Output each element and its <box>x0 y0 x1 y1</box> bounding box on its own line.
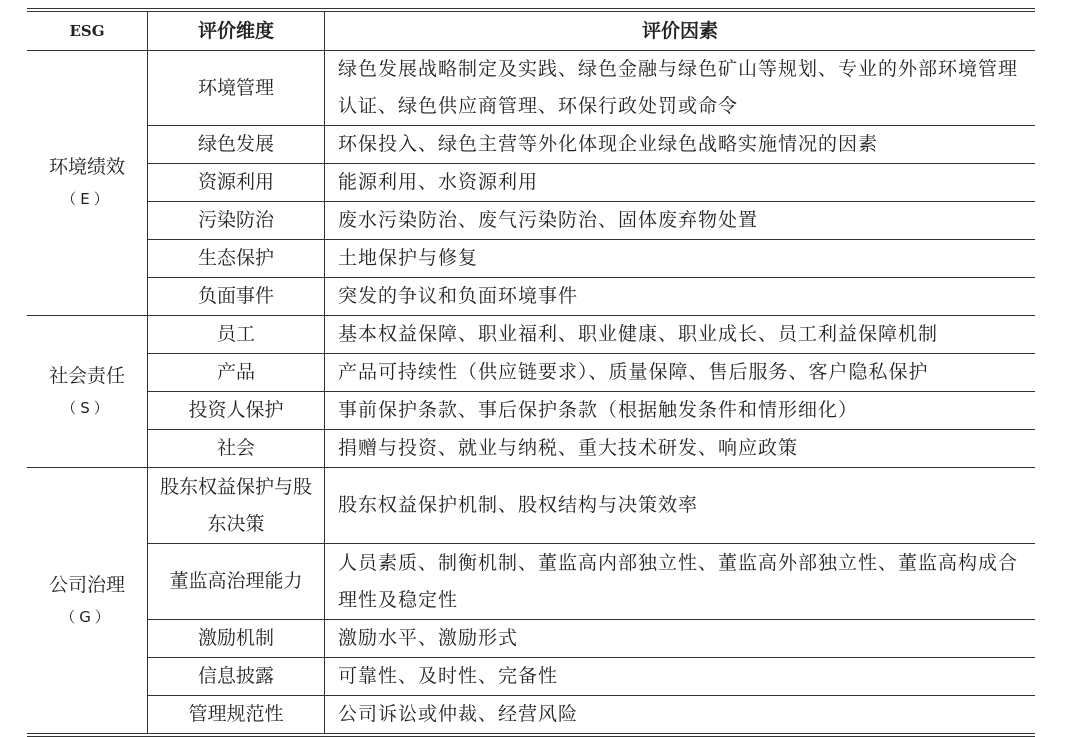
table-row <box>27 126 1035 164</box>
factors-cell: 绿色发展战略制定及实践、绿色金融与绿色矿山等规划、专业的外部环境管理认证、绿色供应商管理、环保行政处罚或命令 <box>325 51 1036 126</box>
factors-cell: 能源利用、水资源利用 <box>325 164 1036 202</box>
table-row <box>27 164 1035 202</box>
table-row <box>27 392 1035 430</box>
factors-cell: 捐赠与投资、就业与纳税、重大技术研发、响应政策 <box>325 430 1036 468</box>
dimension-cell: 投资人保护 <box>148 392 325 430</box>
factors-cell: 突发的争议和负面环境事件 <box>325 278 1036 316</box>
group-name: 环境绩效 <box>48 156 125 178</box>
factors-cell: 公司诉讼或仲裁、经营风险 <box>325 696 1036 736</box>
header-esg: ESG <box>27 10 148 51</box>
dimension-cell: 绿色发展 <box>148 126 325 164</box>
dimension-cell: 管理规范性 <box>148 696 325 736</box>
group-cell <box>27 468 148 736</box>
header-factors: 评价因素 <box>325 10 1036 51</box>
group-name: 社会责任 <box>48 364 125 387</box>
header-dimension: 评价维度 <box>148 10 325 51</box>
factors-cell: 废水污染防治、废气污染防治、固体废弃物处置 <box>325 202 1036 240</box>
table-row <box>27 430 1035 468</box>
dimension-cell: 信息披露 <box>148 658 325 696</box>
table-row <box>27 51 1035 126</box>
factors-cell: 产品可持续性（供应链要求）、质量保障、售后服务、客户隐私保护 <box>325 354 1036 392</box>
dimension-cell: 股东权益保护与股东决策 <box>148 468 325 544</box>
dimension-cell: 员工 <box>148 316 325 354</box>
group-code: （E） <box>61 190 113 208</box>
table-row <box>27 696 1035 736</box>
table-row <box>27 202 1035 240</box>
group-code: （S） <box>61 398 113 417</box>
esg-evaluation-table <box>27 8 1035 737</box>
dimension-cell: 社会 <box>148 430 325 468</box>
table-row <box>27 468 1035 544</box>
dimension-cell: 资源利用 <box>148 164 325 202</box>
group-code: （G） <box>60 607 114 626</box>
table-row <box>27 620 1035 658</box>
factors-cell: 人员素质、制衡机制、董监高内部独立性、董监高外部独立性、董监高构成合理性及稳定性 <box>325 544 1036 620</box>
group-cell <box>27 316 148 468</box>
table-row <box>27 658 1035 696</box>
header-row <box>27 10 1035 51</box>
dimension-cell: 董监高治理能力 <box>148 544 325 620</box>
dimension-cell: 负面事件 <box>148 278 325 316</box>
factors-cell: 基本权益保障、职业福利、职业健康、职业成长、员工利益保障机制 <box>325 316 1036 354</box>
factors-cell: 土地保护与修复 <box>325 240 1036 278</box>
factors-cell: 事前保护条款、事后保护条款（根据触发条件和情形细化） <box>325 392 1036 430</box>
group-cell <box>27 51 148 316</box>
dimension-cell: 生态保护 <box>148 240 325 278</box>
dimension-cell: 产品 <box>148 354 325 392</box>
table-row <box>27 354 1035 392</box>
table-row <box>27 316 1035 354</box>
group-name: 公司治理 <box>48 573 125 596</box>
table-row <box>27 544 1035 620</box>
table-row <box>27 240 1035 278</box>
factors-cell: 股东权益保护机制、股权结构与决策效率 <box>325 468 1036 544</box>
factors-cell: 激励水平、激励形式 <box>325 620 1036 658</box>
table-row <box>27 278 1035 316</box>
dimension-cell: 激励机制 <box>148 620 325 658</box>
factors-cell: 可靠性、及时性、完备性 <box>325 658 1036 696</box>
factors-cell: 环保投入、绿色主营等外化体现企业绿色战略实施情况的因素 <box>325 126 1036 164</box>
dimension-cell: 环境管理 <box>148 51 325 126</box>
dimension-cell: 污染防治 <box>148 202 325 240</box>
